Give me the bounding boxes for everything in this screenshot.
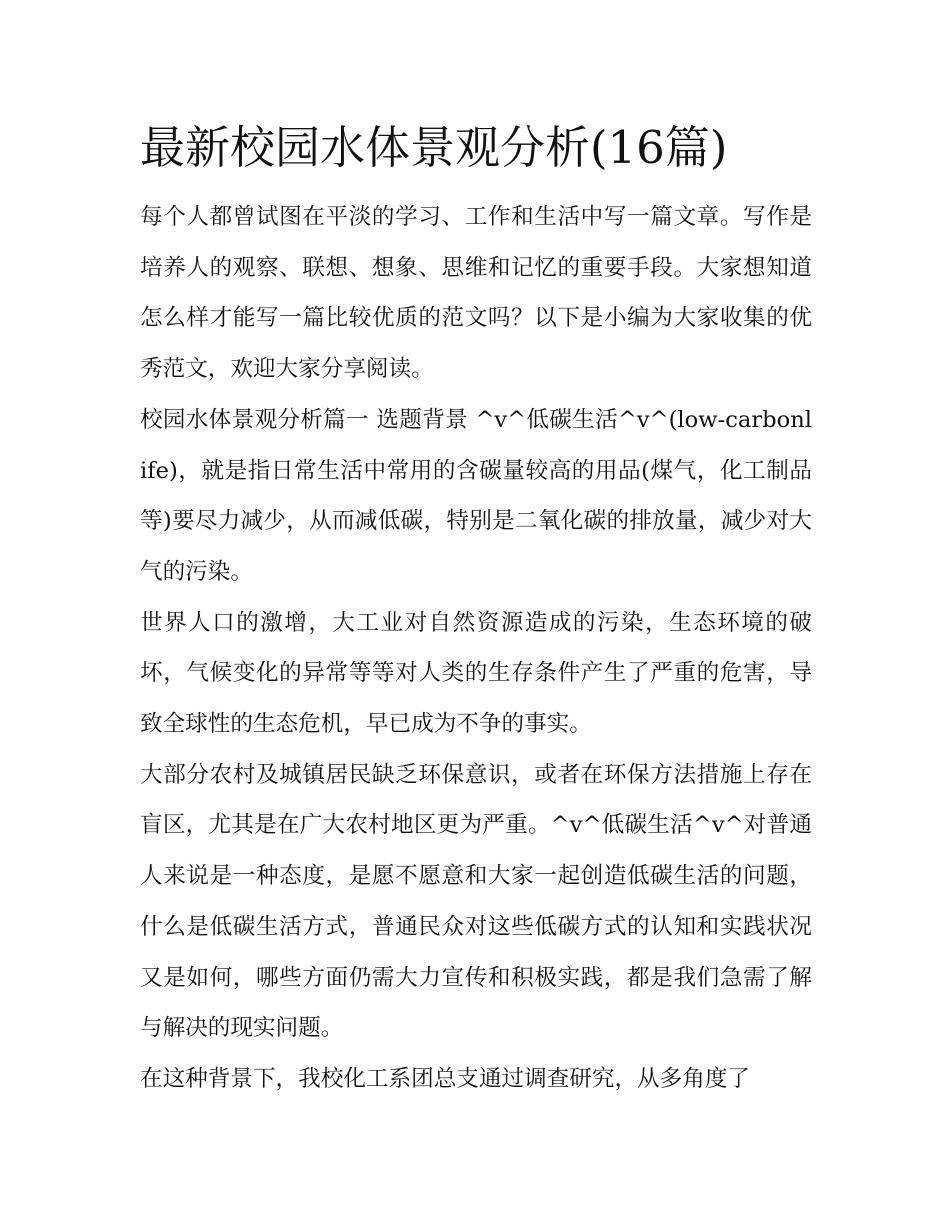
paragraph-background: 校园水体景观分析篇一 选题背景 ^v^低碳生活^v^(low-carbonlife)，就是指日常生活中常用的含碳量较高的用品(煤气，化工制品等)要尽力减少，从而减低碳，特别是二氧化碳的排放量，减少对大气的污染。: [140, 406, 812, 585]
paragraph-population: 世界人口的激增，大工业对自然资源造成的污染，生态环境的破坏，气候变化的异常等等对人类的生存条件产生了严重的危害，导致全球性的生态危机，早已成为不争的事实。: [140, 609, 812, 738]
paragraph-intro: 每个人都曾试图在平淡的学习、工作和生活中写一篇文章。写作是培养人的观察、联想、想象、思维和记忆的重要手段。大家想知道怎么样才能写一篇比较优质的范文吗？以下是小编为大家收集的优秀范文，欢迎大家分享阅读。: [140, 204, 812, 383]
paragraph-survey: 在这种背景下，我校化工系团总支通过调查研究，从多角度了: [140, 1065, 751, 1092]
page-title: 最新校园水体景观分析(16篇): [140, 121, 728, 174]
document-body: [140, 112, 812, 1105]
paragraph-awareness: 大部分农村及城镇居民缺乏环保意识，或者在环保方法措施上存在盲区，尤其是在广大农村地区更为严重。^v^低碳生活^v^对普通人来说是一种态度，是愿不愿意和大家一起创造低碳生活的问题，什么是低碳生活方式，普通民众对这些低碳方式的认知和实践状况又是如何，哪些方面仍需大力宣传和积极实践，都是我们急需了解与解决的现实问题。: [140, 761, 812, 1042]
